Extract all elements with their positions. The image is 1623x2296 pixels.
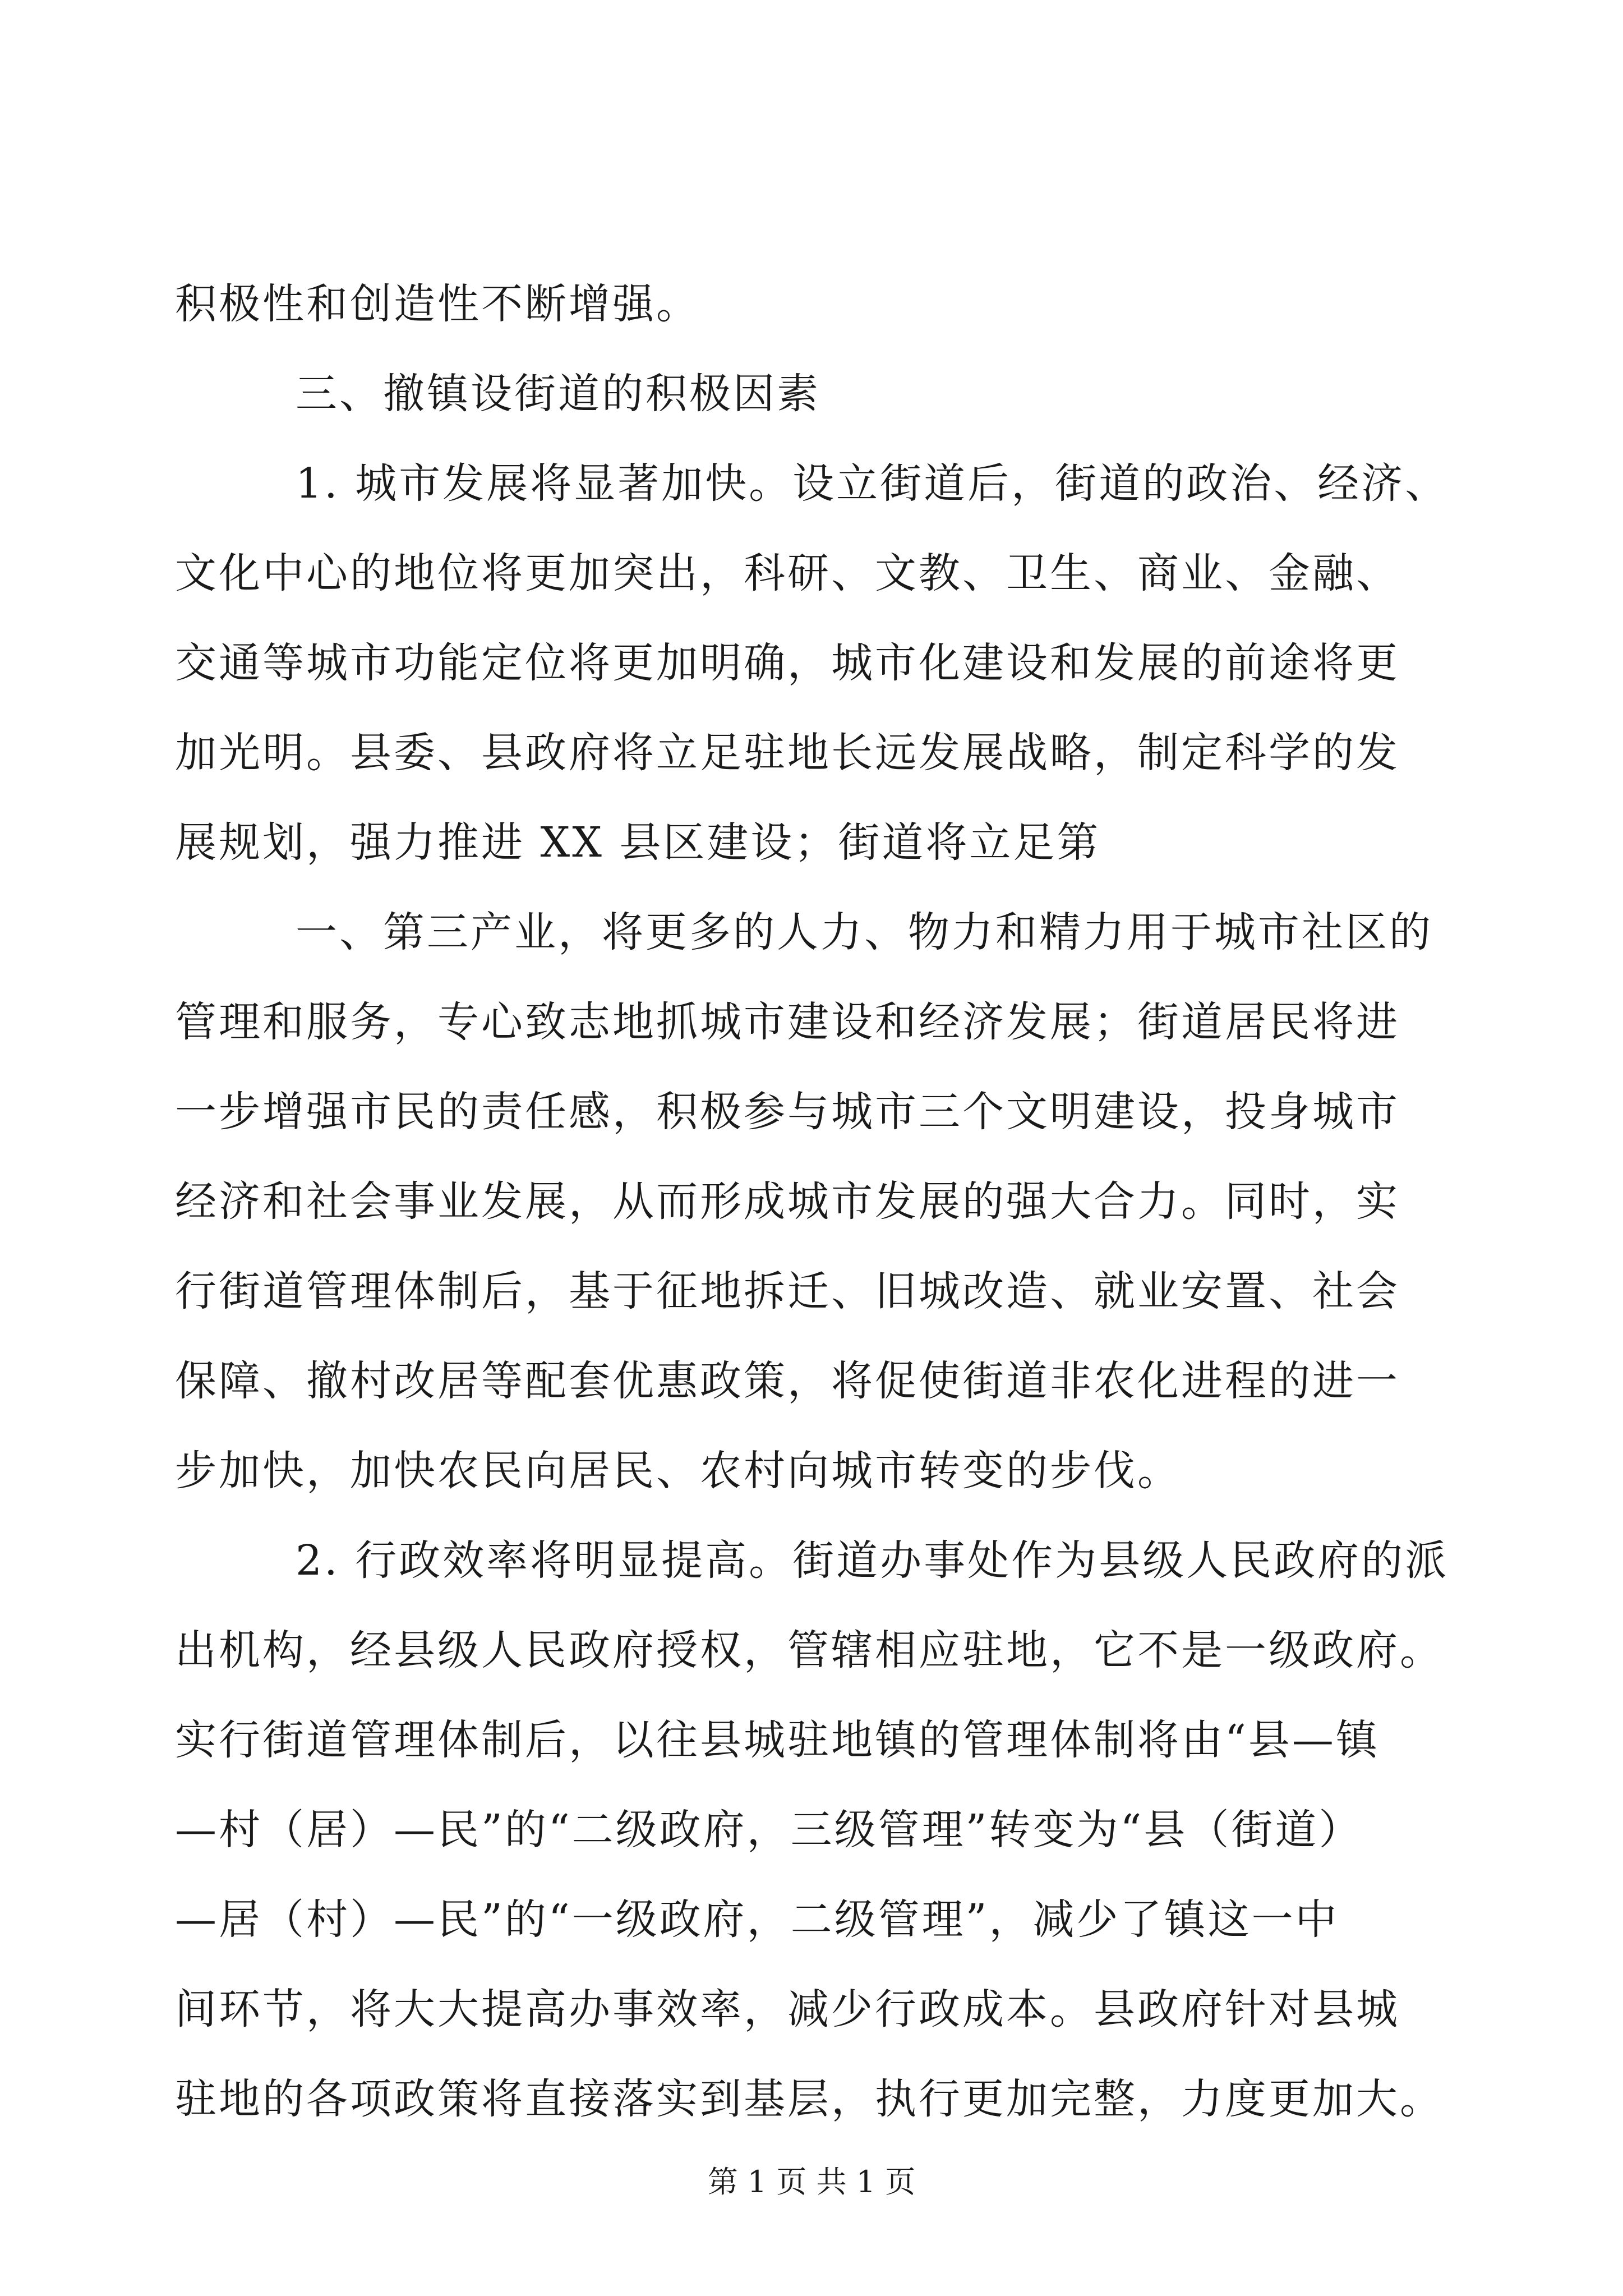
- text-line: 间环节，将大大提高办事效率，减少行政成本。县政府针对县城: [175, 1985, 1400, 2033]
- text-line: 出机构，经县级人民政府授权，管辖相应驻地，它不是一级政府。: [175, 1626, 1444, 1674]
- section-heading: 三、撤镇设街道的积极因素: [296, 370, 820, 418]
- text-line: 驻地的各项政策将直接落实到基层，执行更加完整，力度更加大。: [175, 2075, 1444, 2123]
- page-number-footer: 第 1 页 共 1 页: [707, 2164, 916, 2200]
- text-line: 交通等城市功能定位将更加明确，城市化建设和发展的前途将更: [175, 639, 1400, 687]
- text-line: 经济和社会事业发展，从而形成城市发展的强大合力。同时，实: [175, 1177, 1400, 1226]
- paragraph-start: 一、第三产业，将更多的人力、物力和精力用于城市社区的: [296, 908, 1433, 956]
- paragraph-2-start: 2. 行政效率将明显提高。街道办事处作为县级人民政府的派: [296, 1536, 1449, 1585]
- text-line: 行街道管理体制后，基于征地拆迁、旧城改造、就业安置、社会: [175, 1267, 1400, 1315]
- text-line: —居（村）—民”的“一级政府，二级管理”，减少了镇这一中: [175, 1895, 1339, 1944]
- text-line: 管理和服务，专心致志地抓城市建设和经济发展；街道居民将进: [175, 998, 1400, 1046]
- document-body: [175, 259, 1449, 2144]
- text-line: 步加快，加快农民向居民、农村向城市转变的步伐。: [175, 1447, 1181, 1495]
- text-line: 保障、撤村改居等配套优惠政策，将促使街道非农化进程的进一: [175, 1357, 1400, 1405]
- text-line: 积极性和创造性不断增强。: [175, 280, 700, 328]
- text-line: 实行街道管理体制后，以往县城驻地镇的管理体制将由“县—镇: [175, 1716, 1380, 1764]
- text-line: 文化中心的地位将更加突出，科研、文教、卫生、商业、金融、: [175, 549, 1400, 597]
- text-line: —村（居）—民”的“二级政府，三级管理”转变为“县（街道）: [175, 1806, 1363, 1854]
- text-line: 一步增强市民的责任感，积极参与城市三个文明建设，投身城市: [175, 1088, 1400, 1136]
- text-line: 加光明。县委、县政府将立足驻地长远发展战略，制定科学的发: [175, 729, 1400, 777]
- paragraph-1-start: 1. 城市发展将显著加快。设立街道后，街道的政治、经济、: [296, 459, 1449, 508]
- text-line: 展规划，强力推进 XX 县区建设；街道将立足第: [175, 818, 1101, 867]
